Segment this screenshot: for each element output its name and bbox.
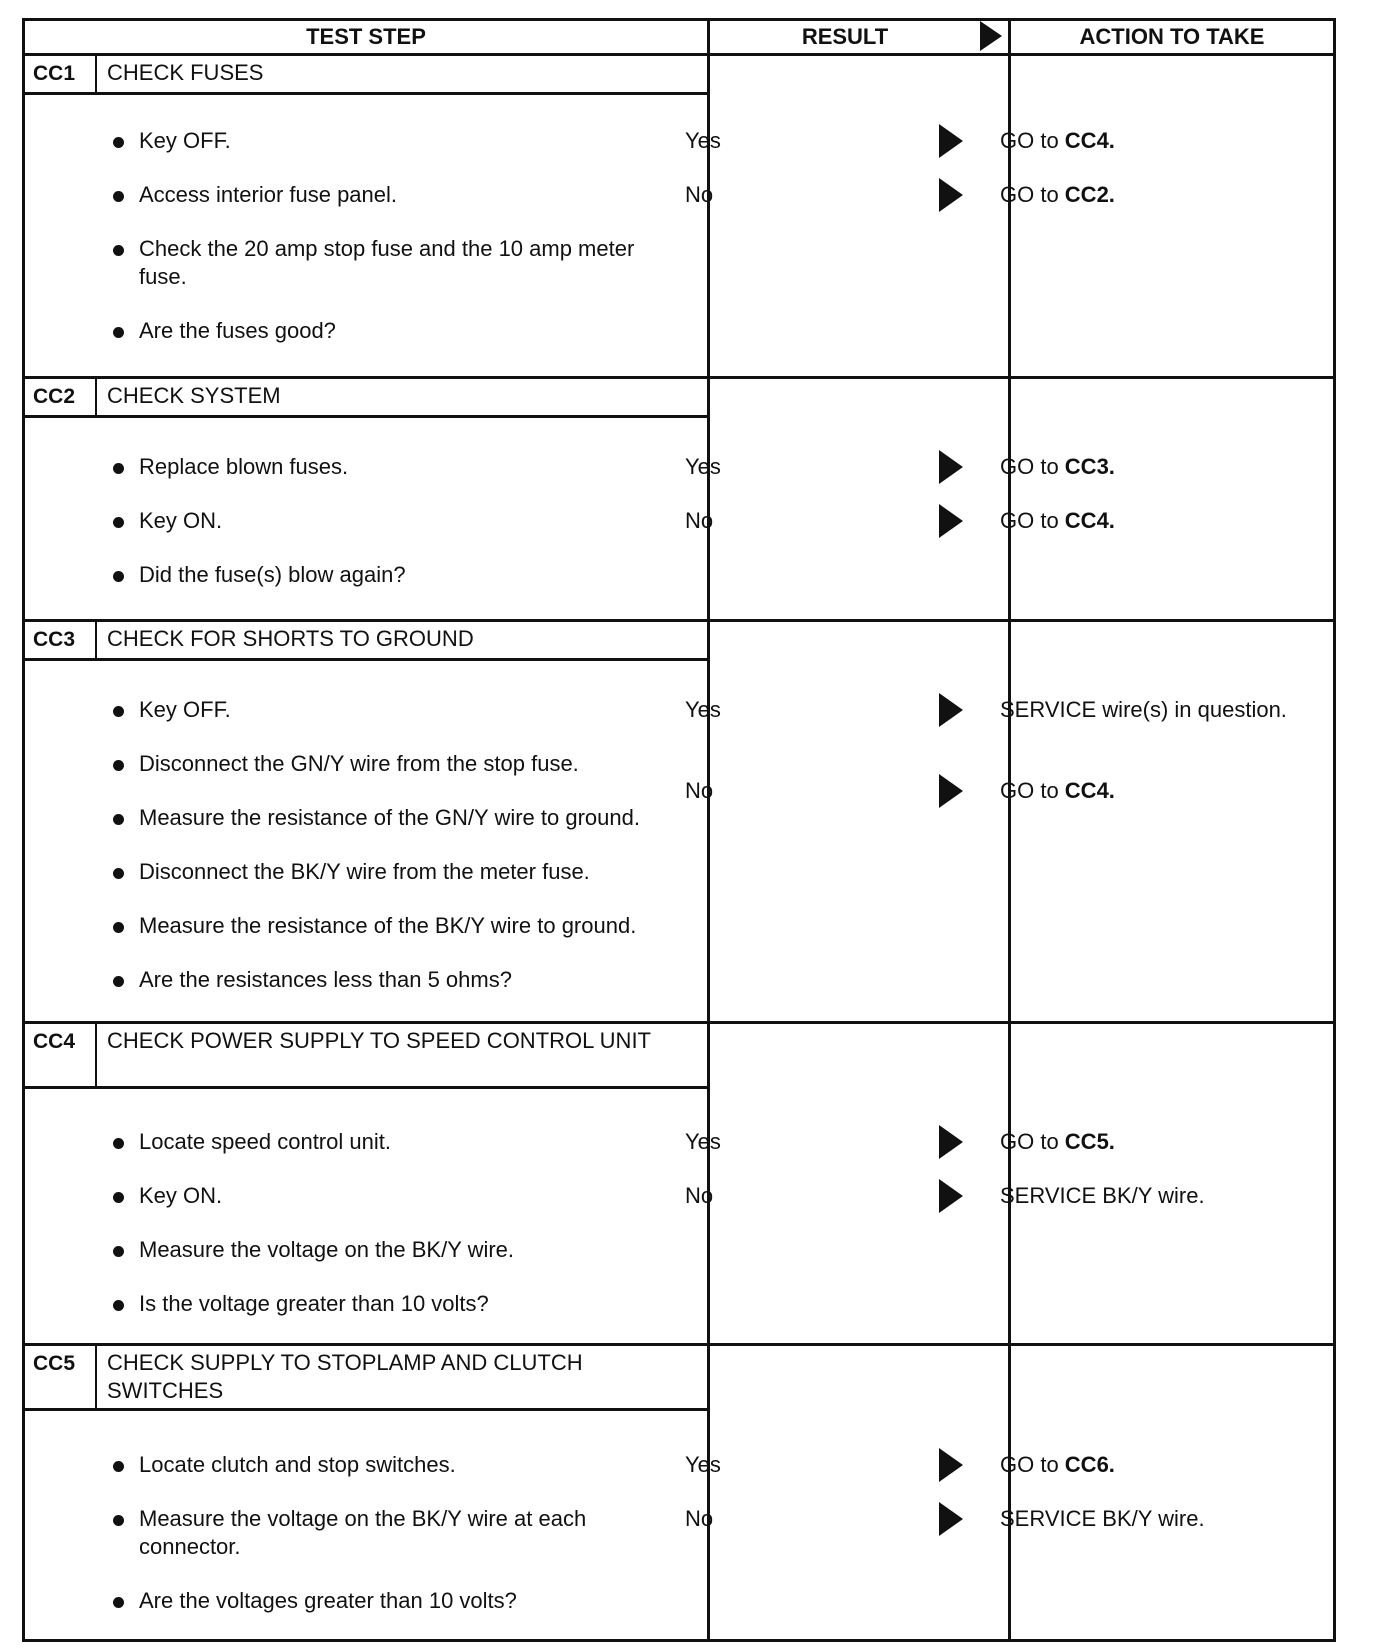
result-label: No — [685, 778, 714, 803]
result-arrow-icon — [939, 1448, 963, 1482]
action-instruction: SERVICE BK/Y wire. — [1000, 1506, 1205, 1531]
bullet-text: Measure the resistance of the GN/Y wire to ground. — [139, 805, 640, 830]
action-target-step: CC2. — [1064, 182, 1115, 207]
step-id: CC2 — [33, 385, 76, 408]
step-bullet-item — [113, 1182, 673, 1242]
result-label: Yes — [685, 1452, 721, 1477]
step-title: CHECK SYSTEM — [107, 383, 281, 408]
header-result: RESULT — [801, 24, 889, 49]
result-label: No — [685, 508, 714, 533]
bullet-text: Are the voltages greater than 10 volts? — [139, 1588, 517, 1613]
action-text — [1000, 1505, 1300, 1533]
bullet-icon — [113, 463, 124, 474]
bullet-text: Are the resistances less than 5 ohms? — [139, 967, 512, 992]
action-text — [1000, 1128, 1300, 1156]
step-id: CC5 — [33, 1352, 76, 1375]
step-bullet-item — [113, 1290, 673, 1350]
bullet-text: Key ON. — [139, 1183, 223, 1208]
step-id-divider — [95, 379, 97, 415]
bullet-icon — [113, 706, 124, 717]
step-bullet-item — [113, 1128, 673, 1188]
step-bullet-item — [113, 235, 653, 295]
action-target-step: CC3. — [1064, 454, 1115, 479]
action-instruction: SERVICE BK/Y wire. — [1000, 1183, 1205, 1208]
bullet-icon — [113, 760, 124, 771]
bullet-text: Measure the voltage on the BK/Y wire. — [139, 1237, 515, 1262]
bullet-icon — [113, 1515, 124, 1526]
step-title-underline — [25, 658, 709, 661]
result-label: No — [685, 1506, 714, 1531]
bullet-text: Access interior fuse panel. — [139, 182, 398, 207]
bullet-icon — [113, 1138, 124, 1149]
step-title: CHECK SUPPLY TO STOPLAMP AND CLUTCH SWITCHES — [107, 1350, 583, 1403]
bullet-text: Locate clutch and stop switches. — [139, 1452, 456, 1477]
action-instruction: GO to — [1000, 454, 1065, 479]
header-arrow-icon — [980, 21, 1002, 51]
bullet-icon — [113, 1246, 124, 1257]
bullet-icon — [113, 571, 124, 582]
bullet-icon — [113, 976, 124, 987]
result-arrow-icon — [939, 693, 963, 727]
bullet-text: Disconnect the GN/Y wire from the stop fuse. — [139, 751, 579, 776]
bullet-icon — [113, 868, 124, 879]
action-text — [1000, 181, 1300, 209]
bullet-icon — [113, 245, 124, 256]
bullet-text: Did the fuse(s) blow again? — [139, 562, 406, 587]
result-label: Yes — [685, 454, 721, 479]
step-bullet-item — [113, 317, 673, 377]
step-id-divider — [95, 1346, 97, 1408]
step-title: CHECK FOR SHORTS TO GROUND — [107, 626, 474, 651]
step-bullet-item — [113, 453, 673, 513]
step-id-divider — [95, 1024, 97, 1086]
bullet-icon — [113, 191, 124, 202]
step-bullet-item — [113, 1505, 593, 1565]
bullet-icon — [113, 922, 124, 933]
action-text — [1000, 1451, 1300, 1479]
step-bullet-item — [113, 858, 673, 918]
step-id-divider — [95, 622, 97, 658]
step-title-underline — [25, 415, 709, 418]
step-bullet-item — [113, 127, 673, 187]
bullet-text: Is the voltage greater than 10 volts? — [139, 1291, 489, 1316]
step-bullet-item — [113, 1587, 673, 1647]
step-id-divider — [95, 56, 97, 92]
result-arrow-icon — [939, 124, 963, 158]
action-instruction: GO to — [1000, 508, 1065, 533]
action-instruction: GO to — [1000, 1129, 1065, 1154]
bullet-text: Measure the voltage on the BK/Y wire at each connector. — [139, 1506, 587, 1559]
step-bullet-item — [113, 750, 673, 810]
header-test-step: TEST STEP — [306, 24, 426, 49]
result-arrow-icon — [939, 1502, 963, 1536]
action-instruction: SERVICE wire(s) in question. — [1000, 697, 1287, 722]
bullet-text: Replace blown fuses. — [139, 454, 349, 479]
action-target-step: CC4. — [1064, 508, 1115, 533]
bullet-text: Key ON. — [139, 508, 223, 533]
action-target-step: CC5. — [1064, 1129, 1115, 1154]
action-text — [1000, 127, 1300, 155]
header-action: ACTION TO TAKE — [1079, 24, 1265, 49]
result-label: Yes — [685, 128, 721, 153]
result-label: No — [685, 1183, 714, 1208]
bullet-icon — [113, 327, 124, 338]
bullet-text: Measure the resistance of the BK/Y wire to ground. — [139, 913, 637, 938]
action-target-step: CC4. — [1064, 778, 1115, 803]
result-arrow-icon — [939, 1179, 963, 1213]
result-label: No — [685, 182, 714, 207]
step-title-underline — [25, 92, 709, 95]
step-bullet-item — [113, 966, 673, 1026]
step-id: CC4 — [33, 1030, 76, 1053]
divider-action-col — [1008, 21, 1011, 1639]
bullet-text: Key OFF. — [139, 128, 231, 153]
bullet-icon — [113, 137, 124, 148]
step-id: CC3 — [33, 628, 76, 651]
result-arrow-icon — [939, 504, 963, 538]
step-bullet-item — [113, 181, 673, 241]
step-bullet-item — [113, 1451, 673, 1511]
result-arrow-icon — [939, 1125, 963, 1159]
step-title: CHECK POWER SUPPLY TO SPEED CONTROL UNIT — [107, 1028, 651, 1053]
bullet-icon — [113, 1300, 124, 1311]
bullet-text: Key OFF. — [139, 697, 231, 722]
action-target-step: CC6. — [1064, 1452, 1115, 1477]
header-bottom-line — [25, 53, 1333, 56]
step-bullet-item — [113, 804, 673, 864]
bullet-icon — [113, 1192, 124, 1203]
action-text — [1000, 696, 1300, 724]
action-instruction: GO to — [1000, 1452, 1065, 1477]
bullet-icon — [113, 1597, 124, 1608]
result-arrow-icon — [939, 178, 963, 212]
divider-result-col — [707, 21, 710, 1639]
step-bullet-item — [113, 507, 673, 567]
result-arrow-icon — [939, 450, 963, 484]
bullet-text: Are the fuses good? — [139, 318, 336, 343]
bullet-icon — [113, 517, 124, 528]
diagnostic-table — [22, 18, 1336, 1642]
action-target-step: CC4. — [1064, 128, 1115, 153]
bullet-icon — [113, 1461, 124, 1472]
action-text — [1000, 507, 1300, 535]
step-bullet-item — [113, 696, 673, 756]
action-instruction: GO to — [1000, 182, 1065, 207]
bullet-text: Check the 20 amp stop fuse and the 10 amp meter fuse. — [139, 236, 635, 289]
result-label: Yes — [685, 1129, 721, 1154]
step-title-underline — [25, 1086, 709, 1089]
result-label: Yes — [685, 697, 721, 722]
step-title: CHECK FUSES — [107, 60, 264, 85]
action-text — [1000, 1182, 1300, 1210]
step-bullet-item — [113, 912, 673, 972]
action-text — [1000, 777, 1300, 805]
action-instruction: GO to — [1000, 778, 1065, 803]
bullet-text: Locate speed control unit. — [139, 1129, 391, 1154]
action-instruction: GO to — [1000, 128, 1065, 153]
bullet-icon — [113, 814, 124, 825]
step-title-underline — [25, 1408, 709, 1411]
step-bullet-item — [113, 1236, 673, 1296]
bullet-text: Disconnect the BK/Y wire from the meter fuse. — [139, 859, 590, 884]
step-bullet-item — [113, 561, 673, 621]
action-text — [1000, 453, 1300, 481]
step-id: CC1 — [33, 62, 76, 85]
result-arrow-icon — [939, 774, 963, 808]
